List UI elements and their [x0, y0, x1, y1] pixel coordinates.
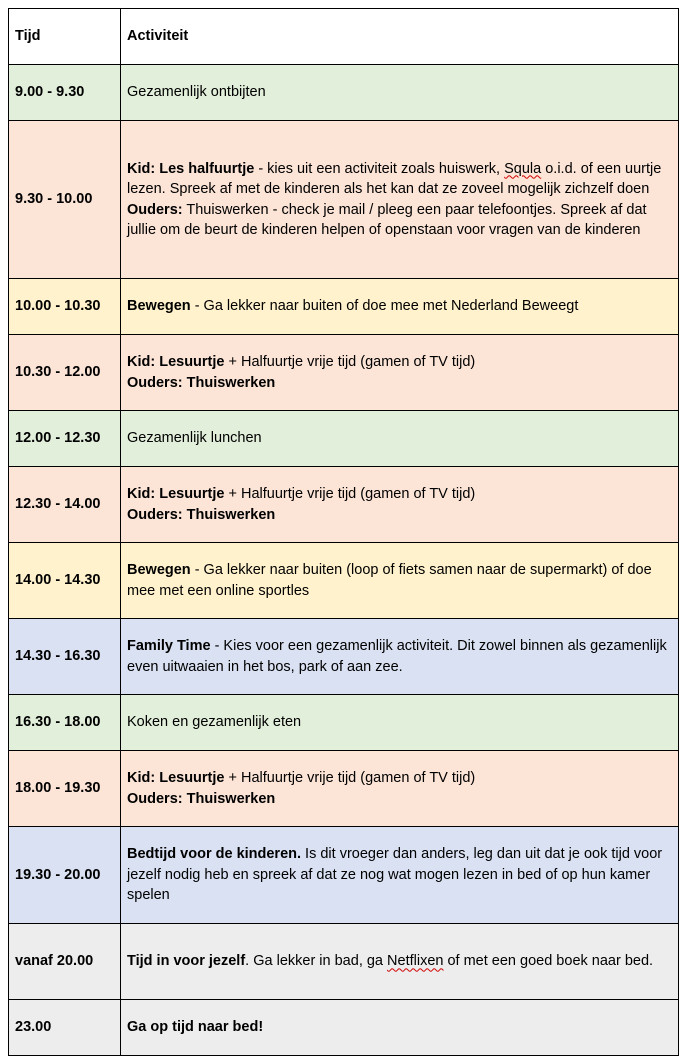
activity-text: - Ga lekker naar buiten (loop of fiets samen naar de supermarkt) of doe mee met een online sportles	[127, 562, 652, 599]
table-row	[9, 65, 679, 121]
activity-cell	[121, 121, 679, 279]
activity-bold: Kid: Lesuurtje	[127, 770, 225, 786]
table-row	[9, 827, 679, 924]
activity-cell	[121, 467, 679, 543]
activity-bold: Bewegen	[127, 298, 191, 315]
header-time: Tijd	[9, 9, 121, 65]
activity-bold: Bewegen	[127, 562, 191, 578]
activity-cell	[121, 279, 679, 335]
time-cell: 10.00 - 10.30	[9, 279, 121, 335]
header-activity: Activiteit	[121, 9, 679, 65]
activity-text: - kies uit een activiteit zoals huiswerk,	[254, 160, 505, 177]
activity-cell	[121, 827, 679, 924]
activity-cell	[121, 751, 679, 827]
table-row	[9, 619, 679, 695]
activity-text: Thuiswerken - check je mail / pleeg een paar telefoontjes. Spreek af dat jullie om de beurt de kinderen helpen of openstaan voor vragen van de kinderen	[127, 201, 647, 238]
activity-cell	[121, 65, 679, 121]
time-cell: 12.30 - 14.00	[9, 467, 121, 543]
time-cell: 18.00 - 19.30	[9, 751, 121, 827]
activity-text: Gezamenlijk lunchen	[127, 430, 262, 447]
activity-text: o.i.d. of een uurtje lezen. Spreek af met de kinderen als het kan dat ze zoveel mogelijk zichzelf doen	[127, 160, 662, 197]
activity-cell	[121, 924, 679, 1000]
time-cell: 14.00 - 14.30	[9, 543, 121, 619]
table-row	[9, 695, 679, 751]
activity-bold: Family Time	[127, 638, 211, 654]
header-row	[9, 9, 679, 65]
table-row	[9, 467, 679, 543]
table-row	[9, 411, 679, 467]
activity-cell	[121, 335, 679, 411]
activity-text: - Kies voor een gezamenlijk activiteit. Dit zowel binnen als gezamenlijk even uitwaaien in het bos, park of aan zee.	[127, 638, 667, 675]
kid-label: Kid: Les halfuurtje	[127, 160, 255, 177]
time-cell: 9.30 - 10.00	[9, 121, 121, 279]
table-row	[9, 121, 679, 279]
table-row	[9, 279, 679, 335]
activity-cell	[121, 543, 679, 619]
time-cell: 9.00 - 9.30	[9, 65, 121, 121]
parent-line: Ouders: Thuiswerken	[127, 374, 276, 391]
activity-bold: Bedtijd voor de kinderen.	[127, 846, 302, 863]
parent-line: Ouders: Thuiswerken	[127, 790, 276, 807]
activity-text: Is dit vroeger dan anders, leg dan uit dat je ook tijd voor jezelf nodig heb en spreek af dat ze nog wat mogen lezen in bed of op hun kamer spelen	[127, 846, 663, 904]
table-row	[9, 924, 679, 1000]
parent-line: Ouders: Thuiswerken	[127, 506, 276, 523]
table-row	[9, 335, 679, 411]
activity-text: + Halfuurtje vrije tijd (gamen of TV tijd)	[224, 354, 476, 370]
activity-bold: Kid: Lesuurtje	[127, 354, 225, 370]
activity-text: - Ga lekker naar buiten of doe mee met Nederland Beweegt	[190, 298, 579, 315]
time-cell: 12.00 - 12.30	[9, 411, 121, 467]
activity-bold: Kid: Lesuurtje	[127, 486, 225, 502]
activity-cell	[121, 1000, 679, 1056]
activity-bold: Tijd in voor jezelf	[127, 953, 246, 970]
activity-text: + Halfuurtje vrije tijd (gamen of TV tijd)	[224, 486, 476, 502]
table-row	[9, 543, 679, 619]
time-cell: 14.30 - 16.30	[9, 619, 121, 695]
time-cell: 23.00	[9, 1000, 121, 1056]
parent-label: Ouders:	[127, 201, 183, 218]
activity-bold: Ga op tijd naar bed!	[127, 1019, 264, 1036]
activity-cell	[121, 695, 679, 751]
time-cell: 16.30 - 18.00	[9, 695, 121, 751]
activity-text: Koken en gezamenlijk eten	[127, 714, 302, 731]
activity-text: of met een goed boek naar bed.	[443, 953, 654, 970]
squla-word: Squla	[504, 160, 542, 177]
time-cell: vanaf 20.00	[9, 924, 121, 1000]
netflix-word: Netflixen	[387, 953, 444, 970]
schedule-table	[8, 8, 679, 1056]
table-row	[9, 751, 679, 827]
activity-cell	[121, 619, 679, 695]
activity-cell	[121, 411, 679, 467]
time-cell: 19.30 - 20.00	[9, 827, 121, 924]
activity-text: Gezamenlijk ontbijten	[127, 84, 266, 101]
activity-text: . Ga lekker in bad, ga	[245, 953, 388, 970]
activity-text: + Halfuurtje vrije tijd (gamen of TV tijd)	[224, 770, 476, 786]
time-cell: 10.30 - 12.00	[9, 335, 121, 411]
table-row	[9, 1000, 679, 1056]
